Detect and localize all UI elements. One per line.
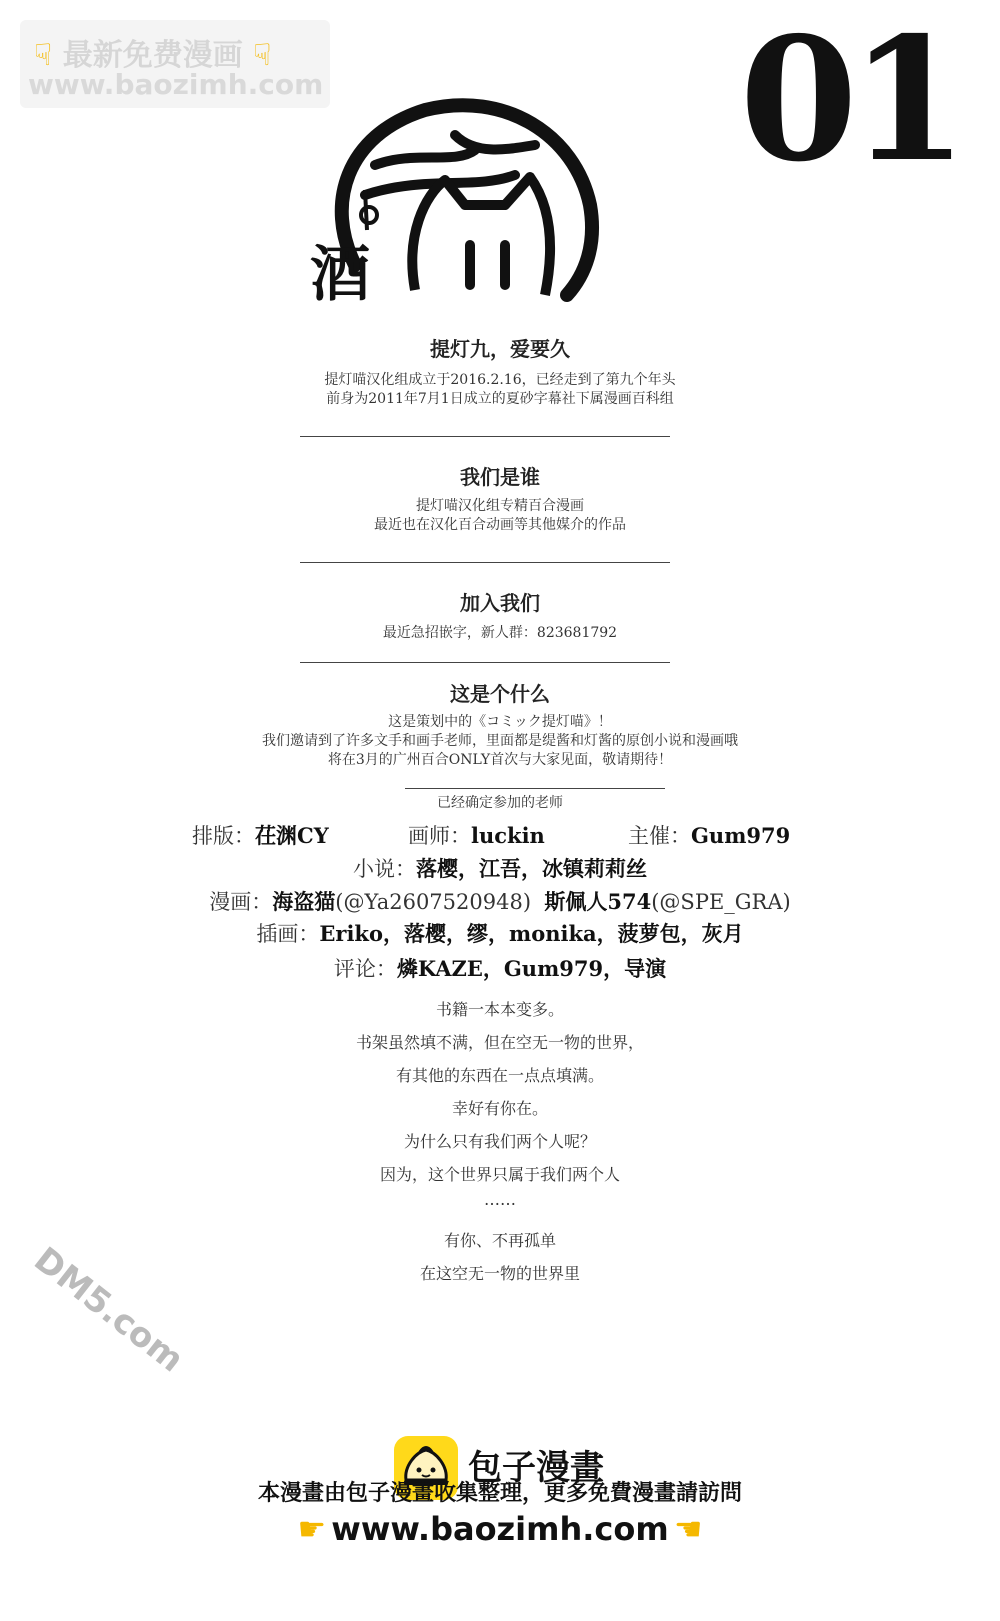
poem-line: 书架虽然填不满，但在空无一物的世界， bbox=[355, 1033, 644, 1052]
cat-logo-icon bbox=[305, 95, 605, 310]
footer-url-row bbox=[0, 1510, 1000, 1548]
poem-line: …… bbox=[484, 1190, 516, 1209]
pointing-hand-icon: ☛ bbox=[297, 1510, 327, 1548]
credit-painter: 画师：luckin bbox=[408, 823, 545, 848]
confirmed-label: 已经确定参加的老师 bbox=[437, 795, 563, 811]
credit-comic: 漫画：海盗猫(@Ya2607520948) 斯佩人574(@SPE_GRA) bbox=[209, 889, 791, 914]
section-title: 我们是谁 bbox=[460, 465, 540, 489]
logo-glyph: 酒 bbox=[310, 240, 370, 310]
section-line: 最近急招嵌字，新人群：823681792 bbox=[382, 625, 618, 641]
divider bbox=[300, 436, 670, 437]
poem-line: 因为，这个世界只属于我们两个人 bbox=[379, 1165, 620, 1184]
poem-line: 书籍一本本变多。 bbox=[435, 1000, 564, 1019]
watermark-line1: 最新免费漫画 bbox=[62, 38, 243, 73]
section-line: 这是策划中的《コミック提灯喵》！ bbox=[388, 714, 612, 730]
footer-url[interactable]: www.baozimh.com bbox=[331, 1510, 669, 1548]
pointing-hand-icon: ☚ bbox=[673, 1510, 703, 1548]
section-title: 加入我们 bbox=[460, 591, 540, 615]
section-line: 前身为2011年7月1日成立的夏砂字幕社下属漫画百科组 bbox=[326, 391, 674, 407]
section-line: 将在3月的广州百合ONLY首次与大家见面，敬请期待！ bbox=[327, 752, 673, 768]
chapter-number: 01 bbox=[739, 0, 960, 200]
section-title: 提灯九，爱要久 bbox=[430, 337, 570, 361]
credit-layout: 排版：茌渊CY bbox=[192, 823, 329, 848]
pointing-hand-icon: ☟ bbox=[253, 38, 272, 73]
poem-line: 在这空无一物的世界里 bbox=[419, 1264, 580, 1283]
section-line: 提灯喵汉化组专精百合漫画 bbox=[416, 498, 584, 514]
divider bbox=[405, 788, 665, 789]
dm5-watermark: DM5.com bbox=[26, 1239, 192, 1381]
credit-host: 主催：Gum979 bbox=[628, 823, 791, 848]
section-title: 这是个什么 bbox=[450, 682, 550, 706]
poem-line: 有你、不再孤单 bbox=[443, 1231, 556, 1250]
divider bbox=[300, 562, 670, 563]
divider bbox=[300, 662, 670, 663]
poem-line: 有其他的东西在一点点填满。 bbox=[395, 1066, 604, 1085]
watermark-badge bbox=[20, 20, 330, 108]
footer-line: 本漫畫由包子漫畫收集整理，更多免費漫畫請訪問 bbox=[257, 1481, 742, 1506]
watermark-line2: www.baozimh.com bbox=[28, 68, 324, 101]
section-line: 提灯喵汉化组成立于2016.2.16，已经走到了第九个年头 bbox=[324, 372, 676, 388]
credit-illust: 插画：Eriko，落樱，缪，monika，菠萝包，灰月 bbox=[256, 921, 744, 946]
section-line: 我们邀请到了许多文手和画手老师，里面都是缇酱和灯酱的原创小说和漫画哦 bbox=[262, 733, 738, 749]
credit-review: 评论：燐KAZE，Gum979，导演 bbox=[333, 956, 667, 981]
credit-novel: 小说：落樱，江吾，冰镇莉莉丝 bbox=[353, 856, 647, 881]
section-line: 最近也在汉化百合动画等其他媒介的作品 bbox=[374, 517, 626, 533]
poem-line: 幸好有你在。 bbox=[451, 1099, 548, 1118]
pointing-hand-icon: ☟ bbox=[34, 38, 53, 73]
poem-line: 为什么只有我们两个人呢？ bbox=[403, 1132, 596, 1151]
footer-brand: 包子漫畫 bbox=[468, 1448, 604, 1488]
